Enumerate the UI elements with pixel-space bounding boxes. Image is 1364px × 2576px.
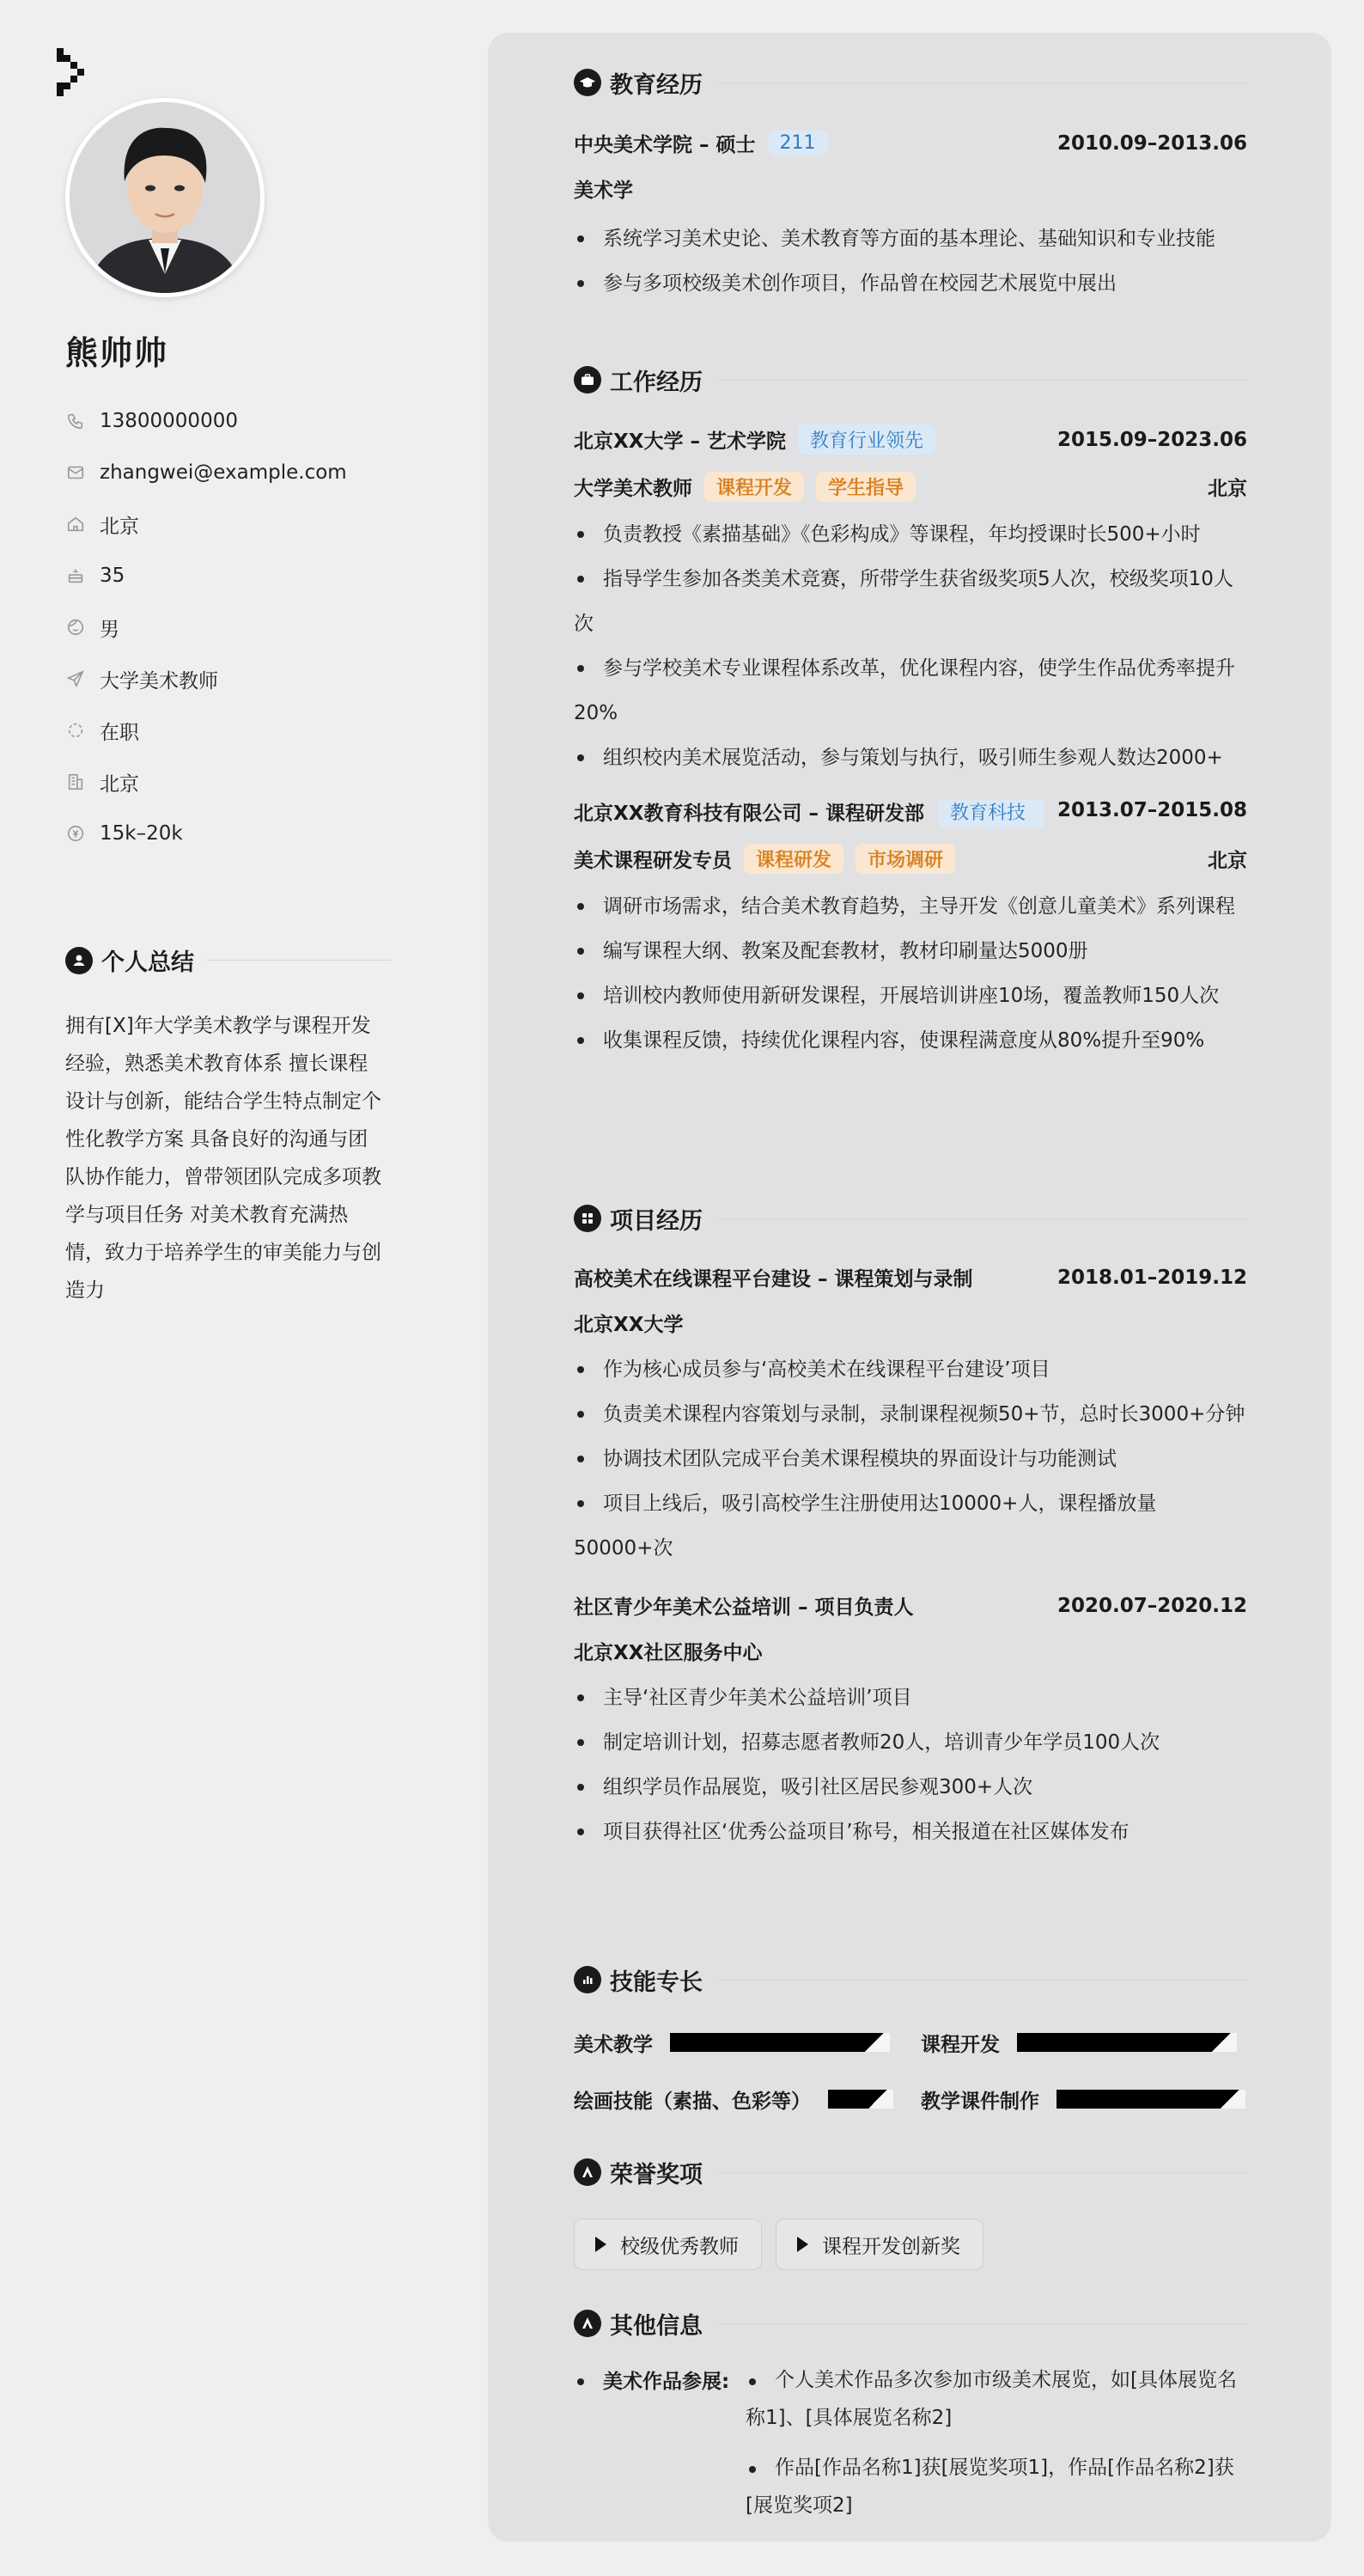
project-org-row (574, 1309, 1247, 1337)
role-tag: 课程研发 (744, 844, 843, 874)
education-bullets (574, 217, 1247, 306)
award-chip[interactable] (776, 2219, 983, 2270)
divider (716, 380, 1247, 381)
summary-title: 个人总结 (101, 949, 194, 976)
skill-bar-tail (862, 2090, 893, 2109)
phone-icon (65, 411, 86, 431)
bullet-dot (749, 2378, 756, 2385)
a-badge-icon (574, 2310, 601, 2337)
award-label: 校级优秀教师 (620, 2235, 739, 2258)
loader-icon (65, 720, 86, 741)
awards-section (574, 2155, 1247, 2270)
grid-icon (574, 1205, 601, 1232)
award-label: 课程开发创新奖 (822, 2235, 960, 2258)
salary-text: 15k–20k (100, 822, 183, 845)
briefcase-icon (574, 366, 601, 394)
school-tag: 211 (768, 131, 828, 156)
location-text: 北京 (100, 515, 139, 538)
graduation-cap-icon (574, 69, 601, 96)
job-org-group (574, 424, 935, 455)
role-tag: 市场调研 (856, 844, 955, 874)
major-text: 美术学 (574, 180, 633, 202)
gender-text: 男 (100, 618, 119, 641)
bullet-dot (577, 2378, 584, 2385)
award-icon (574, 2158, 601, 2186)
list-item (746, 2361, 1247, 2437)
divider (208, 960, 392, 961)
skill-item (921, 2071, 1247, 2127)
divider (716, 82, 1247, 83)
list-item: 参与学校美术专业课程体系改革，优化课程内容，使学生作品优秀率提升20% (574, 646, 1247, 736)
position-text: 大学美术教师 (100, 669, 218, 693)
contact-info (65, 395, 347, 859)
school-name: 中央美术学院 – 硕士 (574, 134, 756, 156)
other-item (574, 2361, 1247, 2524)
status-row (65, 705, 347, 756)
list-item: 协调技术团队完成平台美术课程模块的界面设计与功能测试 (574, 1437, 1247, 1481)
divider (716, 1218, 1247, 1219)
job-role-group (574, 472, 916, 502)
list-item: 参与多项校级美术创作项目，作品曾在校园艺术展览中展出 (574, 261, 1247, 306)
org-tag: 教育科技 (938, 799, 1044, 828)
project-date: 2020.07–2020.12 (1056, 1594, 1247, 1617)
job-date: 2015.09–2023.06 (1056, 428, 1247, 451)
job-date: 2013.07–2015.08 (1056, 799, 1247, 821)
job-org: 北京XX大学 – 艺术学院 (574, 430, 786, 453)
home-icon (65, 514, 86, 534)
projects-header (574, 1201, 1247, 1236)
list-item: 负责教授《素描基础》《色彩构成》等课程，年均授课时长500+小时 (574, 512, 1247, 557)
list-item: 负责美术课程内容策划与录制，录制课程视频50+节，总时长3000+分钟 (574, 1392, 1247, 1437)
phone-text: 13800000000 (100, 410, 238, 432)
coin-icon (65, 823, 86, 844)
bar-chart-icon (574, 1966, 601, 1993)
other-label-wrap (574, 2361, 746, 2524)
skill-bar-tail (859, 2033, 890, 2052)
mail-icon (65, 462, 86, 483)
skill-item (921, 2014, 1247, 2071)
list-item: 项目上线后，吸引高校学生注册使用达10000+人，课程播放量50000+次 (574, 1481, 1247, 1571)
age-row (65, 550, 347, 601)
divider (716, 2172, 1247, 2173)
other-header (574, 2306, 1247, 2341)
skills-title: 技能专长 (610, 1969, 703, 1996)
other-label: 美术作品参展: (603, 2371, 730, 2393)
other-title: 其他信息 (610, 2312, 703, 2340)
education-section (574, 65, 1247, 306)
other-section (574, 2306, 1247, 2524)
skill-name: 课程开发 (921, 2033, 1000, 2056)
person-name: 熊帅帅 (65, 334, 169, 372)
play-icon (797, 2237, 808, 2252)
skill-item (574, 2014, 921, 2071)
summary-text: 拥有[X]年大学美术教学与课程开发经验，熟悉美术教育体系 擅长课程设计与创新，能结合学生特点制定个性化教学方案 具备良好的沟通与团队协作能力，曾带领团队完成多项教学与项目任务 对美术教育充满热情，致力于培养学生的审美能力与创造力 (65, 1015, 381, 1302)
skill-bar (670, 2033, 890, 2052)
divider (716, 1980, 1247, 1981)
skills-row (574, 2014, 1247, 2071)
skill-name: 绘画技能（素描、色彩等） (574, 2090, 811, 2113)
project-row (574, 1263, 1247, 1291)
sidebar (0, 0, 481, 2576)
project-org: 北京XX大学 (574, 1314, 684, 1336)
list-item: 组织学员作品展览，吸引社区居民参观300+人次 (574, 1765, 1247, 1810)
salary-row (65, 808, 347, 859)
status-text: 在职 (100, 721, 139, 744)
bullet-dot (749, 2466, 756, 2473)
phone-row (65, 395, 347, 447)
summary-header (65, 943, 392, 977)
list-item: 主导‘社区青少年美术公益培训’项目 (574, 1676, 1247, 1720)
job-role-group (574, 844, 955, 874)
job-row (574, 424, 1247, 455)
work-header (574, 363, 1247, 397)
skill-bar (1056, 2090, 1245, 2109)
list-item: 调研市场需求，结合美术教育趋势，主导开发《创意儿童美术》系列课程 (574, 884, 1247, 929)
project-name: 高校美术在线课程平台建设 – 课程策划与录制 (574, 1268, 973, 1291)
list-item: 指导学生参加各类美术竞赛，所带学生获省级奖项5人次，校级奖项10人次 (574, 557, 1247, 646)
list-item (746, 2449, 1247, 2524)
location-row (65, 498, 347, 550)
education-header (574, 65, 1247, 100)
skills-header (574, 1963, 1247, 1997)
project-org: 北京XX社区服务中心 (574, 1642, 763, 1664)
cake-icon (65, 565, 86, 586)
list-item: 组织校内美术展览活动，参与策划与执行，吸引师生参观人数达2000+ (574, 736, 1247, 780)
job-role: 美术课程研发专员 (574, 850, 732, 872)
portrait-image (70, 102, 260, 293)
job-bullets (574, 512, 1247, 780)
divider (716, 2323, 1247, 2324)
list-item: 作为核心成员参与‘高校美术在线课程平台建设’项目 (574, 1347, 1247, 1392)
project-name: 社区青少年美术公益培训 – 项目负责人 (574, 1596, 914, 1619)
job-city: 北京 (1208, 478, 1247, 500)
job-org-group (574, 799, 1044, 828)
skill-name: 美术教学 (574, 2033, 653, 2056)
email-text: zhangwei@example.com (100, 461, 347, 484)
skill-name: 教学课件制作 (921, 2090, 1039, 2113)
skill-item (574, 2071, 921, 2127)
list-item: 培训校内教师使用新研发课程，开展培训讲座10场，覆盖教师150人次 (574, 974, 1247, 1018)
award-chip[interactable] (574, 2219, 762, 2270)
user-circle-icon (65, 947, 93, 974)
work-section (574, 363, 1247, 1063)
education-row (574, 129, 1247, 157)
face-icon (65, 617, 86, 638)
job-row (574, 799, 1247, 828)
list-item: 系统学习美术史论、美术教育等方面的基本理论、基础知识和专业技能 (574, 217, 1247, 261)
job-bullets (574, 884, 1247, 1063)
awards-header (574, 2155, 1247, 2189)
play-icon (595, 2237, 606, 2252)
other-bullet-text: 作品[作品名称1]获[展览奖项1]，作品[作品名称2]获[展览奖项2] (746, 2457, 1234, 2517)
skill-bar-tail (1215, 2090, 1245, 2109)
project-row (574, 1591, 1247, 1620)
send-icon (65, 668, 86, 689)
avatar (65, 98, 265, 297)
education-major (574, 174, 1247, 203)
education-school-group (574, 129, 828, 157)
list-item: 制定培训计划，招募志愿者教师20人，培训青少年学员100人次 (574, 1720, 1247, 1765)
building-icon (65, 772, 86, 792)
awards-title: 荣誉奖项 (610, 2161, 703, 2188)
job-org: 北京XX教育科技有限公司 – 课程研发部 (574, 803, 924, 825)
org-tag: 教育行业领先 (798, 424, 935, 455)
role-tag: 课程开发 (704, 472, 804, 502)
work-title: 工作经历 (610, 369, 703, 396)
job-role: 大学美术教师 (574, 478, 692, 500)
skills-row (574, 2071, 1247, 2127)
skill-bar-tail (1206, 2033, 1237, 2052)
other-bullet-text: 个人美术作品多次参加市级美术展览，如[具体展览名称1]、[具体展览名称2] (746, 2369, 1237, 2429)
project-bullets (574, 1347, 1247, 1571)
awards-list (574, 2219, 1247, 2270)
list-item: 编写课程大纲、教案及配套教材，教材印刷量达5000册 (574, 929, 1247, 974)
list-item: 项目获得社区‘优秀公益项目’称号，相关报道在社区媒体发布 (574, 1810, 1247, 1854)
project-date: 2018.01–2019.12 (1056, 1266, 1247, 1289)
position-row (65, 653, 347, 705)
email-row (65, 447, 347, 498)
job-role-row (574, 472, 1247, 502)
age-text: 35 (100, 565, 125, 587)
education-title: 教育经历 (610, 71, 703, 99)
logo-icon (55, 46, 89, 101)
project-org-row (574, 1637, 1247, 1665)
city-row (65, 756, 347, 808)
job-role-row (574, 844, 1247, 874)
skill-bar (1017, 2033, 1237, 2052)
skills-section (574, 1963, 1247, 2127)
other-bullets (746, 2361, 1247, 2524)
projects-title: 项目经历 (610, 1207, 703, 1235)
list-item: 收集课程反馈，持续优化课程内容，使课程满意度从80%提升至90% (574, 1018, 1247, 1063)
role-tag: 学生指导 (816, 472, 916, 502)
job-city: 北京 (1208, 850, 1247, 872)
city-text: 北京 (100, 772, 139, 796)
gender-row (65, 601, 347, 653)
project-bullets (574, 1676, 1247, 1854)
skill-bar (828, 2090, 893, 2109)
projects-section (574, 1201, 1247, 1854)
education-date: 2010.09–2013.06 (1056, 131, 1247, 155)
